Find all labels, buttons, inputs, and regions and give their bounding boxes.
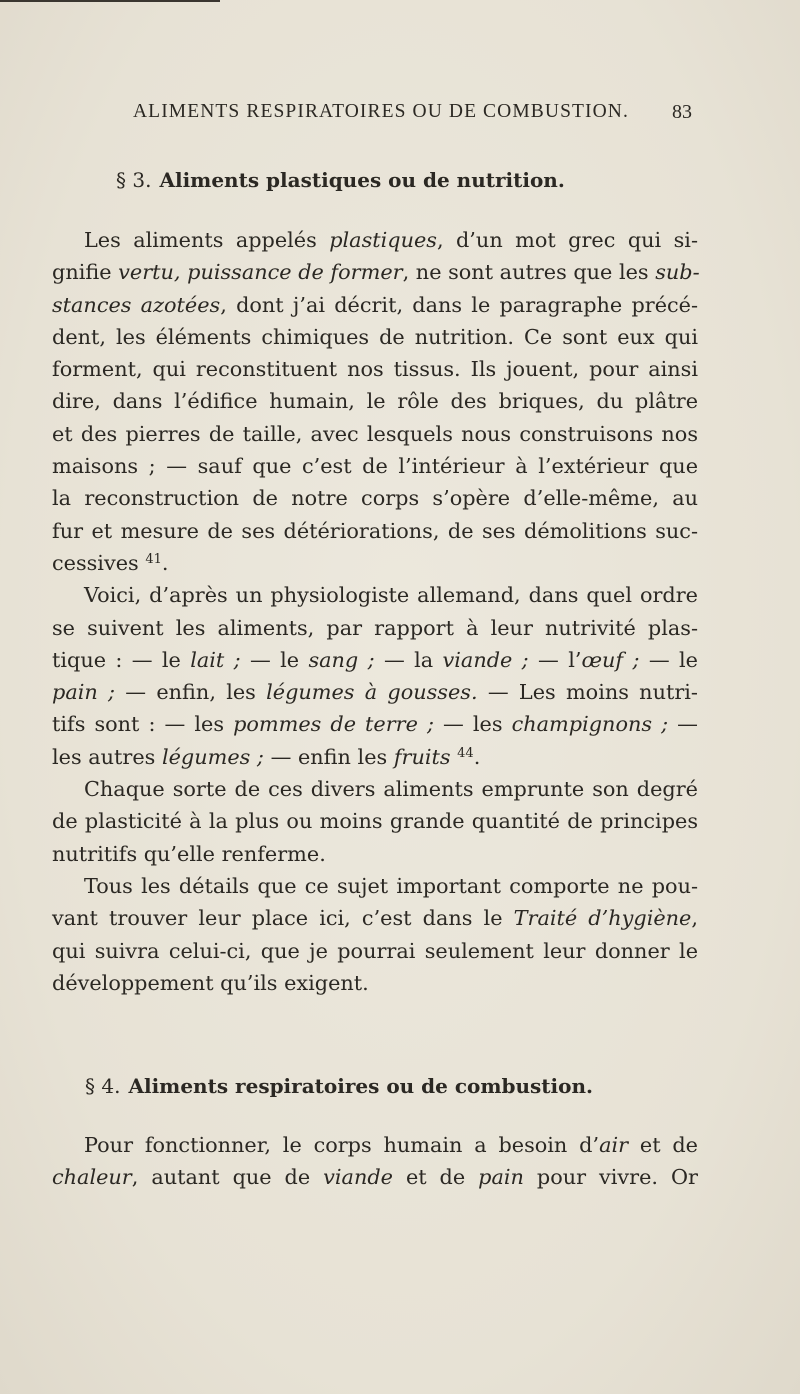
section-number: § 4.: [85, 1074, 121, 1098]
text-line: qui suivra celui-ci, que je pourrai seulement leur donner le: [52, 938, 698, 963]
section-number: § 3.: [116, 168, 152, 192]
text-line: Pour fonctionner, le corps humain a besoin d’air et de: [84, 1133, 698, 1157]
section-3-body: [52, 224, 698, 999]
text-line: chaleur, autant que de viande et de pain pour vivre. Or: [52, 1165, 698, 1190]
text-line: forment, qui reconstituent nos tissus. Ils jouent, pour ainsi: [52, 357, 698, 382]
text-line: Les aliments appelés plastiques, d’un mot grec qui si-: [84, 228, 698, 252]
running-header: [0, 101, 800, 133]
text-line: fur et mesure de ses détériorations, de ses démolitions suc-: [52, 518, 698, 543]
text-line: Chaque sorte de ces divers aliments emprunte son degré: [84, 777, 698, 802]
text-line: cessives $^{41}$.: [52, 550, 169, 575]
text-line: tifs sont : — les pommes de terre ; — les champignons ; —: [52, 712, 698, 737]
text-line: stances azotées, dont j’ai décrit, dans le paragraphe précé-: [52, 292, 698, 317]
section-4-body: [52, 1129, 698, 1194]
running-title: ALIMENTS RESPIRATOIRES OU DE COMBUSTION.: [133, 101, 629, 122]
text-line: vant trouver leur place ici, c’est dans le Traité d’hygiène,: [52, 906, 698, 931]
page-number: 83: [672, 101, 692, 123]
section-heading-3: [116, 168, 565, 192]
text-line: maisons ; — sauf que c’est de l’intérieur à l’extérieur que: [52, 454, 698, 479]
text-line: se suivent les aliments, par rapport à leur nutrivité plas-: [52, 615, 698, 640]
text-line: et des pierres de taille, avec lesquels nous construisons nos: [52, 421, 698, 446]
text-line: Tous les détails que ce sujet important comporte ne pou-: [84, 873, 698, 898]
text-line: dent, les éléments chimiques de nutrition. Ce sont eux qui: [52, 324, 698, 349]
section-title: Aliments plastiques ou de nutrition.: [159, 168, 565, 192]
text-line: la reconstruction de notre corps s’opère d’elle-même, au: [52, 486, 698, 511]
text-line: Voici, d’après un physiologiste allemand, dans quel ordre: [84, 583, 698, 608]
text-line: pain ; — enfin, les légumes à gousses. — Les moins nutri-: [52, 680, 698, 705]
text-line: développement qu’ils exigent.: [52, 970, 369, 995]
section-title: Aliments respiratoires ou de combustion.: [128, 1074, 593, 1098]
text-line: nutritifs qu’elle renferme.: [52, 841, 326, 866]
section-heading-4: [85, 1074, 593, 1098]
text-line: gnifie vertu, puissance de former, ne sont autres que les sub-: [52, 260, 700, 285]
footnote-ref: 41: [145, 551, 162, 567]
text-line: tique : — le lait ; — le sang ; — la viande ; — l’œuf ; — le: [52, 647, 698, 672]
text-line: les autres légumes ; — enfin les fruits $^{44}$.: [52, 744, 481, 769]
text-line: dire, dans l’édifice humain, le rôle des briques, du plâtre: [52, 389, 698, 414]
page-edge-rule: [0, 0, 220, 2]
text-line: de plasticité à la plus ou moins grande quantité de principes: [52, 809, 698, 834]
footnote-ref: 44: [457, 745, 474, 761]
